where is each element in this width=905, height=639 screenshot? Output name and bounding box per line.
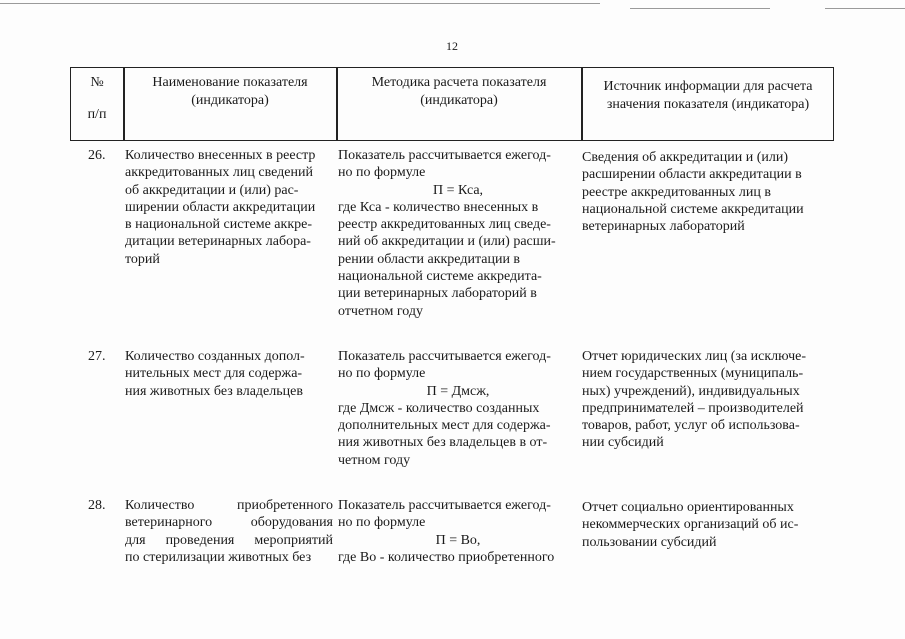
row-number: 26. <box>88 148 106 163</box>
header-num: № п/п <box>87 75 107 122</box>
header-source: Источник информации для расчета значения показателя (индикатора) <box>603 79 813 112</box>
information-source: Сведения об аккредитации и (или) расширении области аккредитации в реестре аккредитованных лиц в национальной системе аккредитации ветеринарных лабораторий <box>582 150 804 235</box>
indicator-name: Количество созданных допол- нительных мест для содержа- ния животных без владельцев <box>125 349 305 399</box>
information-source: Отчет юридических лиц (за исключе- нием государственных (муниципаль- ных) учреждений), индивидуальных предпринимателей – производителей товаров, работ, услуг об использова- нии субсидий <box>582 349 806 451</box>
indicator-name: Количество приобретенного ветеринарного оборудования для проведения мероприятий по стерилизации животных без <box>125 498 333 565</box>
table-header <box>70 67 834 141</box>
row-number: 27. <box>88 349 106 364</box>
scan-edge-line <box>0 3 600 4</box>
header-method: Методика расчета показателя (индикатора) <box>371 75 547 108</box>
information-source: Отчет социально ориентированных некоммерческих организаций об ис- пользовании субсидий <box>582 500 799 550</box>
indicator-name: Количество внесенных в реестр аккредитованных лиц сведений об аккредитации и (или) рас- ширении области аккредитации в национальной системе аккре- дитации ветеринарных лабора- торий <box>125 148 316 267</box>
formula: П = Во, <box>435 532 481 548</box>
formula: П = Дмсж, <box>426 383 490 399</box>
scan-edge-line <box>825 8 905 9</box>
row-number: 28. <box>88 498 106 513</box>
calculation-method: Показатель рассчитывается ежегод- но по формуле П = Во, где Во - количество приобретенного <box>338 497 578 566</box>
formula: П = Кса, <box>432 182 484 198</box>
page-number: 12 <box>446 39 458 53</box>
calculation-method: Показатель рассчитывается ежегод- но по формуле П = Дмсж, где Дмсж - количество созданных дополнительных мест для содержа- ния животных без владельцев в от- четном году <box>338 348 578 469</box>
header-name: Наименование показателя (индикатора) <box>152 75 308 108</box>
scan-edge-line <box>630 8 770 9</box>
calculation-method: Показатель рассчитывается ежегод- но по формуле П = Кса, где Кса - количество внесенных в реестр аккредитованных лиц сведе- ний об аккредитации и (или) расши- рении области аккредитации в национальной системе аккредита- ции ветеринарных лабораторий в отчетном году <box>338 147 578 320</box>
